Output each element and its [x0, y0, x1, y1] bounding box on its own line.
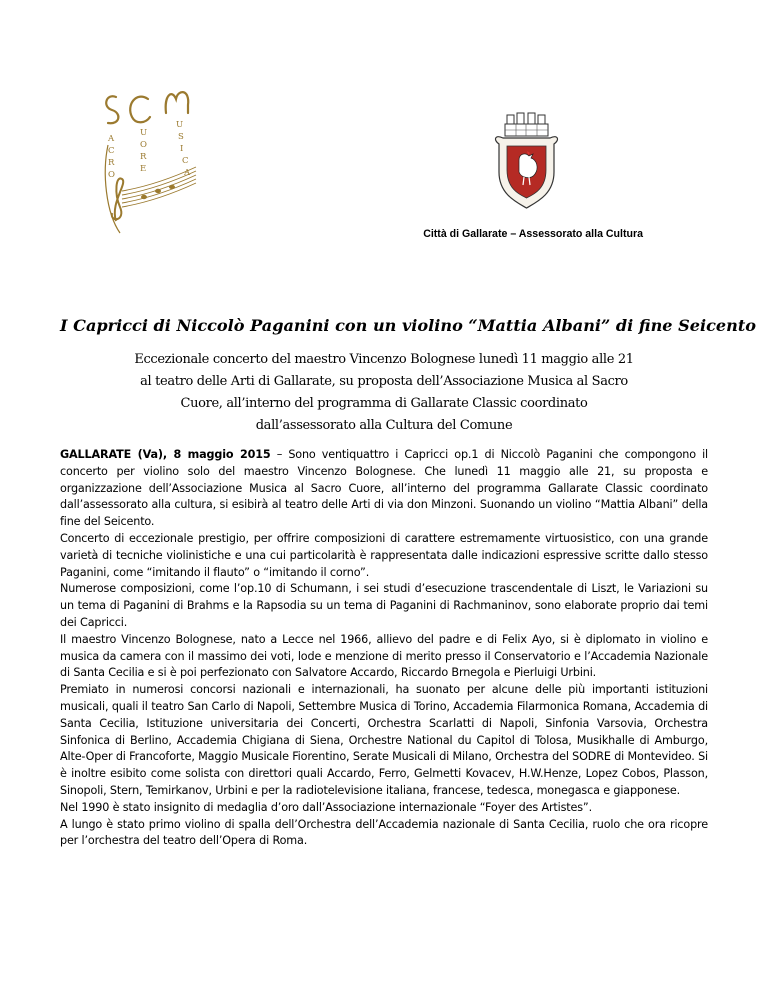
scm-logo [100, 83, 200, 243]
svg-text:U: U [140, 128, 148, 138]
paragraph: Il maestro Vincenzo Bolognese, nato a Lecce nel 1966, allievo del padre e di Felix Ayo, si è diplomato in violino e musica da camera con il massimo dei voti, lode e menzione di merito presso il Conservatorio e l’Accademia Nazionale di Santa Cecilia e si è poi perfezionato con Salvatore Accardo, Riccardo Brnegola e Pierluigi Urbini. [60, 632, 708, 680]
svg-text:E: E [140, 164, 147, 174]
svg-text:A: A [184, 168, 191, 178]
dateline: GALLARATE (Va), 8 maggio 2015 [60, 448, 271, 461]
svg-text:R: R [140, 152, 147, 162]
paragraph: Numerose composizioni, come l’op.10 di Schumann, i sei studi d’esecuzione trascendentale di Liszt, le Variazioni su un tema di Paganini di Brahms e la Rapsodia su un tema di Paganini di Rachmaninov, sono elaborate proprio dai temi dei Capricci. [60, 582, 708, 629]
coat-of-arms-icon [489, 110, 564, 210]
svg-text:S: S [178, 132, 184, 142]
svg-text:O: O [140, 140, 147, 150]
article-body [60, 447, 708, 850]
paragraph: A lungo è stato primo violino di spalla dell’Orchestra dell’Accademia nazionale di Santa Cecilia, ruolo che ora ricopre per l’orchestra del teatro dell’Opera di Roma. [60, 817, 708, 848]
subtitle: Eccezionale concerto del maestro Vincenzo Bolognese lunedì 11 maggio alle 21 al teatro delle Arti di Gallarate, su proposta dell’Associazione Musica al Sacro Cuore, all’interno del programma di Gallarate Classic coordinato dall’assessorato alla Cultura del Comune [134, 352, 634, 433]
paragraph: Concerto di eccezionale prestigio, per offrire composizioni di carattere estremamente virtuosistico, con una grande varietà di tecniche violinistiche e una cui particolarità è rappresentata dalle indicazioni espressive scritte dallo stesso Paganini, come “imitando il flauto” o “imitando il corno”. [60, 531, 708, 579]
svg-text:R: R [108, 158, 115, 168]
paragraph-text: – Sono ventiquattro i Capricci op.1 di Niccolò Paganini che compongono il concerto per violino solo del maestro Vincenzo Bolognese. Che lunedì 11 maggio alle 21, su proposta e organizzazione dell’Associazione Musica al Sacro Cuore, all’interno del programma Gallarate Classic coordinato dall’assessorato alla cultura, si esibirà al teatro delle Arti di via don Minzoni. Suonando un violino “Mattia Albani” della fine del Seicento. [60, 448, 708, 529]
svg-text:C: C [182, 156, 189, 166]
paragraph [60, 447, 708, 531]
paragraph: Nel 1990 è stato insignito di medaglia d’oro dall’Associazione internazionale “Foyer des Artistes”. [60, 800, 592, 814]
svg-text:O: O [108, 170, 115, 180]
logo-letter: A [108, 134, 115, 144]
svg-text:I: I [180, 144, 184, 154]
scm-logo-icon [100, 83, 200, 243]
svg-text:U: U [176, 120, 184, 130]
gallarate-coat-of-arms [489, 110, 564, 210]
svg-text:C: C [108, 146, 115, 156]
page-title: I Capricci di Niccolò Paganini con un violino “Mattia Albani” di fine Seicento [60, 316, 756, 335]
paragraph: Premiato in numerosi concorsi nazionali e internazionali, ha suonato per alcune delle più importanti istituzioni musicali, quali il teatro San Carlo di Napoli, Settembre Musica di Torino, Accademia Filarmonica Romana, Accademia di Santa Cecilia, Istituzione universitaria dei Concerti, Orchestra Scarlatti di Napoli, Sinfonia Varsovia, Orchestra Sinfonica di Berlino, Accademia Chigiana di Siena, Orchestre National du Capitol di Tolosa, Musikhalle di Amburgo, Alte-Oper di Francoforte, Maggio Musicale Fiorentino, Serate Musicali di Milano, Orchestra del SODRE di Montevideo. Si è inoltre esibito come solista con direttori quali Accardo, Ferro, Gelmetti Kovacev, H.W.Henze, Lopez Cobos, Plasson, Sinopoli, Stern, Temirkanov, Urbini e per la radiotelevisione italiana, francese, tedesca, monegasca e giapponese. [60, 683, 708, 797]
department-heading: Città di Gallarate – Assessorato alla Cultura [423, 228, 643, 240]
